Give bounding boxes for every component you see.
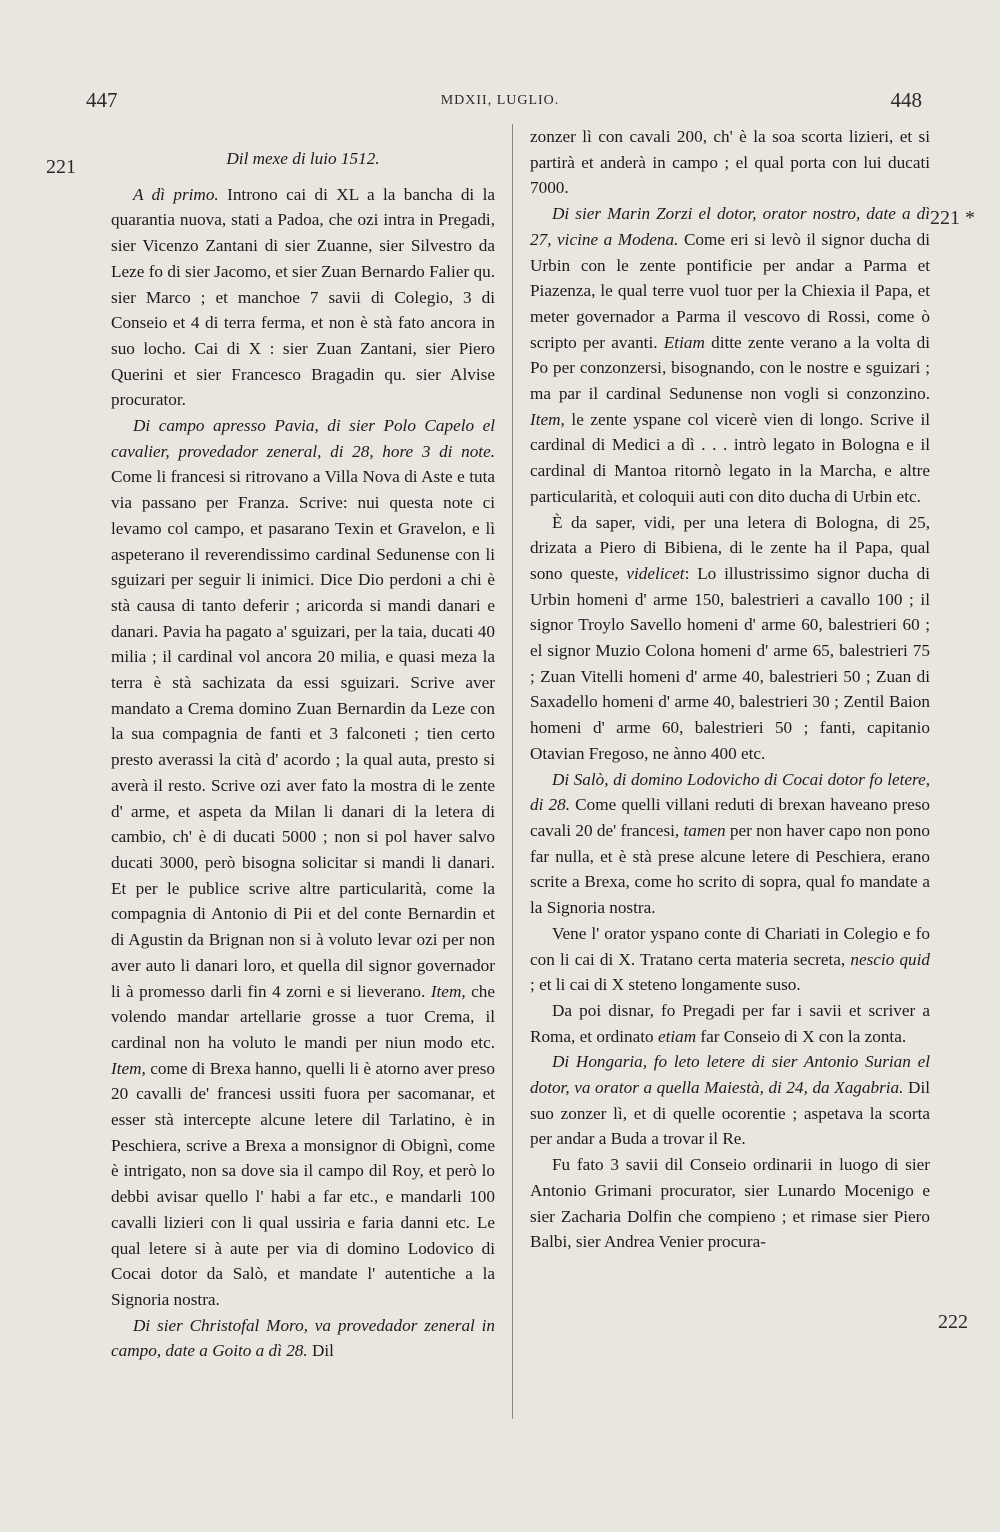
text-run: le zente yspane col vicerè vien di longo. Scrive il cardinal di Medici a dì . . . intrò legato in Bologna e il cardinal di Mantoa ritornò legato in la Marcha, e altre particularità, et coloquii auti con dito ducha di Urbin etc. xyxy=(530,409,930,506)
paragraph xyxy=(111,413,495,1313)
text-run: Come eri si levò il signor ducha di Urbin con le zente pontificie per andar a Parma et Piazenza, le qual terre vuol tuor per la Chiexia il Papa, et meter governador a Parma il vescovo di Rossi, come ò scripto per avanti. xyxy=(530,229,930,352)
margin-number-left: 221 xyxy=(46,156,76,178)
paragraph xyxy=(530,998,930,1049)
italic-run: Item, xyxy=(530,409,565,429)
italic-run: nescio quid xyxy=(850,949,931,969)
running-header: MDXII, LUGLIO. xyxy=(440,93,560,108)
paragraph xyxy=(530,767,930,921)
italic-run: Item, xyxy=(430,981,466,1001)
paragraph: zonzer lì con cavali 200, ch' è la soa scorta lizieri, et si partirà et anderà in campo ; el qual porta con lui ducati 7000. xyxy=(530,127,930,198)
italic-run: videlicet xyxy=(626,563,685,583)
margin-number-right-1: 221 * xyxy=(930,207,975,229)
text-run: ditte zente verano a la volta di Po per conzonzersi, bisognando, con le nostre e sguizari ; ma par il cardinal Sedunense non vogli si conzonzino. xyxy=(530,332,930,404)
paragraph xyxy=(530,510,930,767)
section-heading: Dil mexe di luio 1512. xyxy=(226,149,380,168)
right-column xyxy=(530,124,930,1255)
text-run: Introno cai di XL a la bancha di la quarantia nuova, stati a Padoa, che ozi intra in Pregadi, sier Vicenzo Zantani di sier Zuanne, sier Silvestro da Leze fo di sier Jacomo, et sier Zuan Bernardo Falier qu. sier Marco ; et manchoe 7 savii di Colegio, 3 di Conseio et 4 di terra ferma, et non è stà fato ancora in suo locho. Cai di X : sier Zuan Zantani, sier Piero Querini et sier Francesco Bragadin qu. sier Alvise procurator. xyxy=(111,184,496,410)
text-run: come di Brexa hanno, quelli li è atorno aver preso 20 cavalli de' francesi ussiti fuora per sacomanar, et esser stà intercepte alcune letere dil Tarlatino, è in Peschiera, scrive a Brexa a monsignor di Obignì, come è intrigato, non sa dove sia il campo dil Roy, et però lo debbi avisar quello l' habi a far etc., e mandarli 100 cavalli lizieri con li qual ussiria e faria danni etc. Le qual letere si à aute per via di domino Lodovico di Cocai dotor da Salò, et mandate l' autentiche a la Signoria nostra. xyxy=(111,1058,495,1309)
text-run: ; et li cai di X steteno longamente suso. xyxy=(530,975,801,995)
paragraph xyxy=(530,1049,930,1152)
text-run: Dil suo zonzer lì, et di quelle ocorentie ; aspetava la scorta per andar a Buda a trovar il Re. xyxy=(530,1078,930,1149)
paragraph: Fu fato 3 savii dil Conseio ordinarii in luogo di sier Antonio Grimani procurator, sier Lunardo Mocenigo e sier Zacharia Dolfin che compieno ; et rimase sier Piero Balbi, sier Andrea Venier procura- xyxy=(530,1155,930,1252)
italic-run: A dì primo. xyxy=(133,184,219,204)
text-run: È da saper, vidi, per una letera di Bologna, di 25, drizata a Piero di Bibiena, di le zente ha il Papa, qual sono queste, xyxy=(530,512,930,583)
text-run: che volendo mandar artellarie grosse a tuor Crema, il cardinal non ha voluto le mandi per niun modo etc. xyxy=(111,981,495,1052)
text-run: Come li francesi si ritrovano a Villa Nova di Aste e tuta via passano per Franza. Scrive: nui questa note ci levamo col campo, et pasarano Texin et Gravelon, e lì aspeterano il reverendissimo cardinal Sedunense con li sguizari per seguir li inimici. Dice Dio perdoni a chi è stà causa di tanto deferir ; aricorda si mandi danari e danari. Pavia ha pagato a' sguizari, per la taia, ducati 40 milia ; il cardinal vol ancora 20 milia, e quasi meza la terra è stà sachizata da essi sguizari. Scrive aver mandato a Crema domino Zuan Bernardin da Leze con la sua compagnia de fanti et 3 falconeti ; tien certo presto averassi la cità d' acordo ; la qual auta, presto si averà il resto. Scrive ozi aver fato la mostra di le zente d' arme, et aspeta da Milan li danari di la letera di cambio, ch' è di ducati 5000 ; non si pol haver salvo ducati 3000, però bisogna solicitar si mandi li danari. Et per le publice scrive altre particularità, come la compagnia di Antonio di Pii et del conte Bernardin et di Agustin da Brignan non si à voluto levar ozi per non aver auto li danari loro, et quella dil signor governador li à promesso darli fin 4 zorni e si lieverano. xyxy=(111,467,495,1001)
italic-run: Di sier Christofal Moro, va provedador zeneral in campo, date a Goito a dì 28. xyxy=(111,1315,495,1361)
italic-run: Etiam xyxy=(663,332,705,352)
paragraph xyxy=(111,1313,495,1364)
text-run: Vene l' orator yspano conte di Chariati in Colegio e fo con li cai di X. Tratano certa materia secreta, xyxy=(530,923,930,969)
italic-run: etiam xyxy=(657,1026,697,1046)
text-run: : Lo illustrissimo signor ducha di Urbin homeni d' arme 150, balestrieri a cavallo 100 ; il signor Troylo Savello homeni d' arme 60, balestrieri 60 ; el signor Muzio Colona homeni d' arme 65, balestrieri 75 ; Zuan Vitelli homeni d' arme 40, balestrieri 50 ; Zuan di Saxadello homeni d' arme 40, balestrieri 30 ; Zentil Baion homeni d' arme 60, balestrieri 50 ; fanti, capitanio Otavian Fregoso, ne ànno 400 etc. xyxy=(530,563,930,763)
italic-run: Item, xyxy=(111,1058,146,1078)
text-run: Da poi disnar, fo Pregadi per far i savii et scriver a Roma, et ordinato xyxy=(530,1000,930,1046)
left-column xyxy=(111,124,495,1364)
left-page-number: 447 xyxy=(86,88,118,112)
text-run: Come quelli villani reduti di brexan haveano preso cavali 20 de' francesi, xyxy=(530,795,930,840)
italic-run: Di campo apresso Pavia, di sier Polo Capelo el cavalier, provedador zeneral, di 28, hore 3 di note. xyxy=(111,416,495,461)
italic-run: Di Hongaria, fo leto letere di sier Antonio Surian el dotor, va orator a quella Maiestà, di 24, da Xagabria. xyxy=(530,1052,930,1098)
margin-number-right-2: 222 xyxy=(938,1311,968,1333)
text-run: per non haver capo non pono far nulla, et è stà prese alcune letere di Peschiera, erano scrite a Brexa, come ho scrito di sopra, qual fo mandate a la Signoria nostra. xyxy=(530,820,930,918)
right-page-number: 448 xyxy=(890,88,922,112)
paragraph xyxy=(530,201,930,509)
italic-run: Di sier Marin Zorzi el dotor, orator nostro, date a dì 27, vicine a Modena. xyxy=(530,204,930,249)
paragraph xyxy=(530,921,930,998)
column-divider xyxy=(512,124,513,1419)
paragraph xyxy=(111,182,495,413)
text-run: far Conseio di X con la zonta. xyxy=(696,1026,907,1046)
text-run: Dil xyxy=(307,1341,334,1361)
italic-run: tamen xyxy=(683,820,726,840)
italic-run: Di Salò, di domino Lodovicho di Cocai dotor fo letere, di 28. xyxy=(530,769,930,815)
